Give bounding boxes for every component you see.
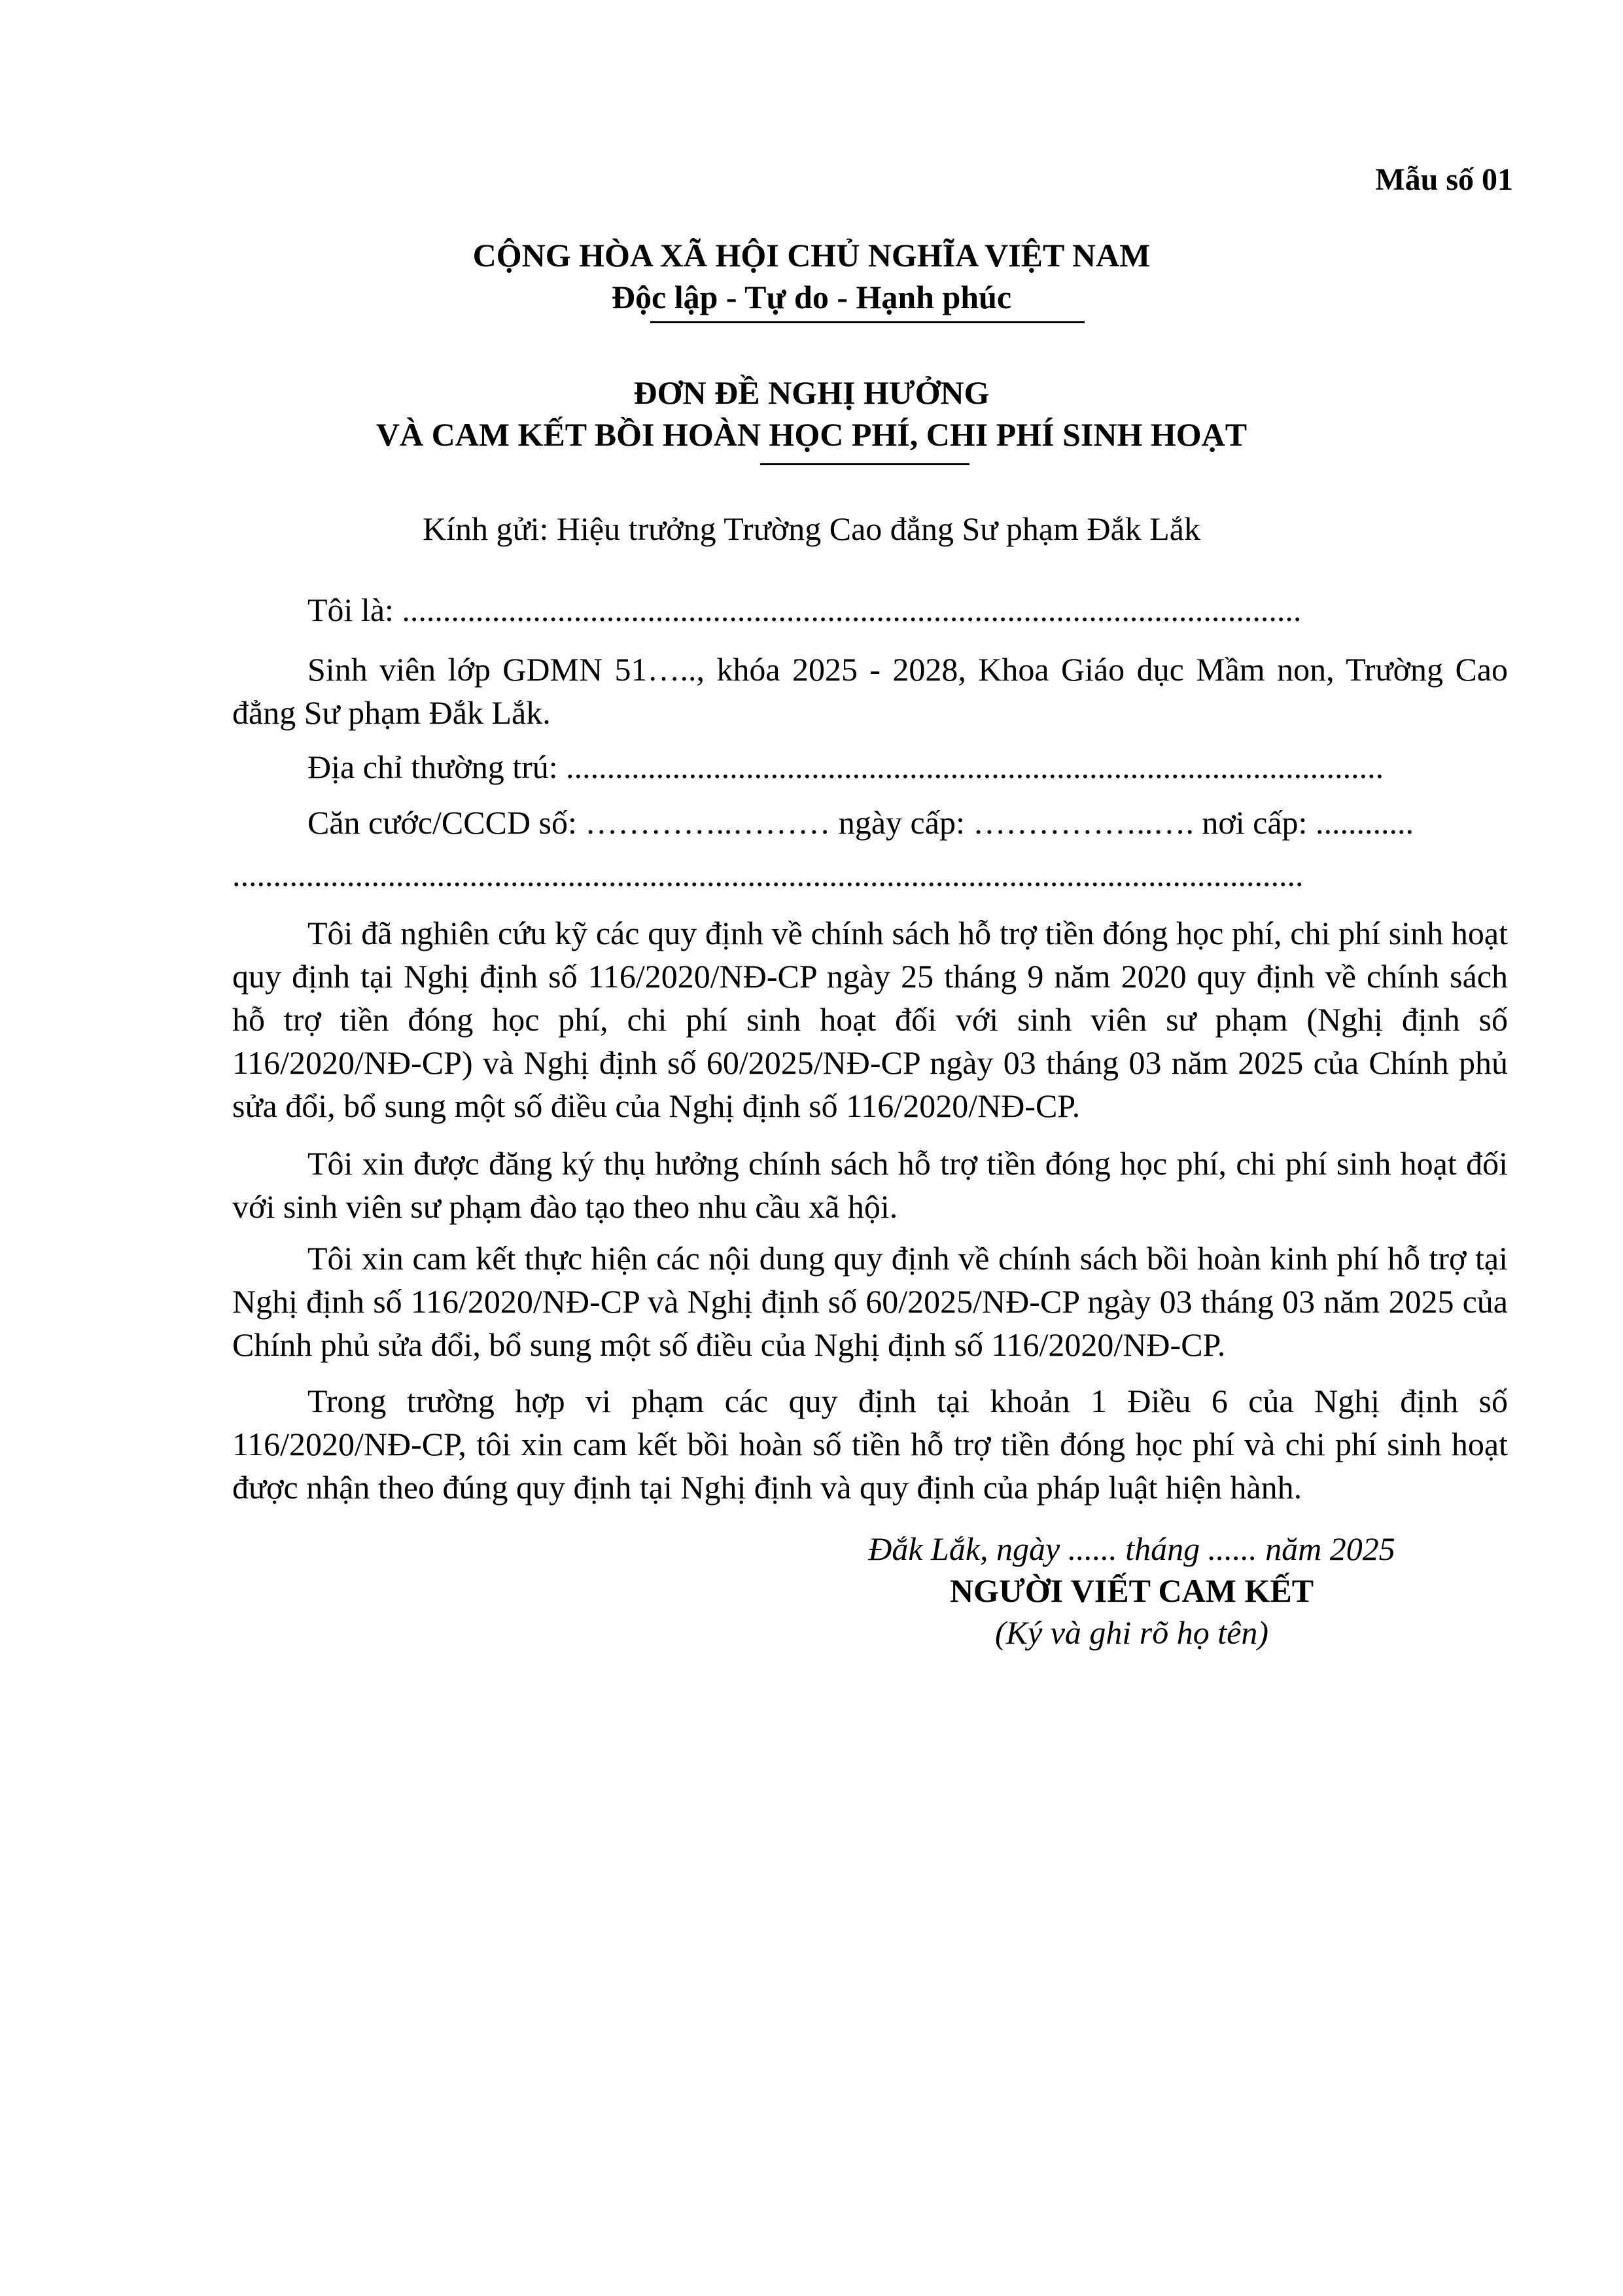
paragraph-2: Tôi xin được đăng ký thụ hưởng chính sách hỗ trợ tiền đóng học phí, chi phí sinh hoạt đối với sinh viên sư phạm đào tạo theo nhu cầu xã hội. xyxy=(232,1145,1508,1225)
name-field: Tôi là: .............................................................................................................. xyxy=(307,592,1302,628)
student-info: Sinh viên lớp GDMN 51….., khóa 2025 - 2028, Khoa Giáo dục Mầm non, Trường Cao đẳng Sư phạm Đắk Lắk. xyxy=(232,651,1508,731)
document-title-line2: VÀ CAM KẾT BỒI HOÀN HỌC PHÍ, CHI PHÍ SINH HOẠT xyxy=(375,416,1248,453)
country-name: CỘNG HÒA XÃ HỘI CHỦ NGHĨA VIỆT NAM xyxy=(472,237,1151,274)
paragraph-3: Tôi xin cam kết thực hiện các nội dung quy định về chính sách bồi hoàn kinh phí hỗ trợ tại Nghị định số 116/2020/NĐ-CP và Nghị định số 60/2025/NĐ-CP ngày 03 tháng 03 năm 2025 của Chính phủ sửa đổi, bổ sung một số điều của Nghị định số 116/2020/NĐ-CP. xyxy=(232,1240,1508,1363)
title-underline xyxy=(760,463,969,465)
signature-title: NGƯỜI VIẾT CAM KẾT xyxy=(949,1572,1314,1609)
extra-dotted-line: ................................................................................................................................... xyxy=(232,857,1304,893)
signature-block xyxy=(837,1528,1426,1653)
address-field: Địa chỉ thường trú: .................................................................................................... xyxy=(307,749,1384,785)
signature-date: Đắk Lắk, ngày ...... tháng ...... năm 2025 xyxy=(868,1530,1395,1567)
recipient-line: Kính gửi: Hiệu trưởng Trường Cao đẳng Sư phạm Đắk Lắk xyxy=(423,510,1200,547)
signature-note: (Ký và ghi rõ họ tên) xyxy=(995,1614,1268,1651)
national-motto: Độc lập - Tự do - Hạnh phúc xyxy=(611,279,1012,315)
form-number: Mẫu số 01 xyxy=(1375,162,1513,197)
motto-underline xyxy=(650,321,1085,323)
paragraph-1: Tôi đã nghiên cứu kỹ các quy định về chính sách hỗ trợ tiền đóng học phí, chi phí sinh hoạt quy định tại Nghị định số 116/2020/NĐ-CP ngày 25 tháng 9 năm 2020 quy định về chính sách hỗ trợ tiền đóng học phí, chi phí sinh hoạt đối với sinh viên sư phạm (Nghị định số 116/2020/NĐ-CP) và Nghị định số 60/2025/NĐ-CP ngày 03 tháng 03 năm 2025 của Chính phủ sửa đổi, bổ sung một số điều của Nghị định số 116/2020/NĐ-CP. xyxy=(232,915,1508,1124)
document-title-line1: ĐƠN ĐỀ NGHỊ HƯỞNG xyxy=(633,374,990,411)
paragraph-4: Trong trường hợp vi phạm các quy định tại khoản 1 Điều 6 của Nghị định số 116/2020/NĐ-CP, tôi xin cam kết bồi hoàn số tiền hỗ trợ tiền đóng học phí và chi phí sinh hoạt được nhận theo đúng quy định tại Nghị định và quy định của pháp luật hiện hành. xyxy=(232,1383,1508,1506)
id-card-field: Căn cước/CCCD số: …………..……… ngày cấp: ……………..…. nơi cấp: ............ xyxy=(307,804,1414,841)
